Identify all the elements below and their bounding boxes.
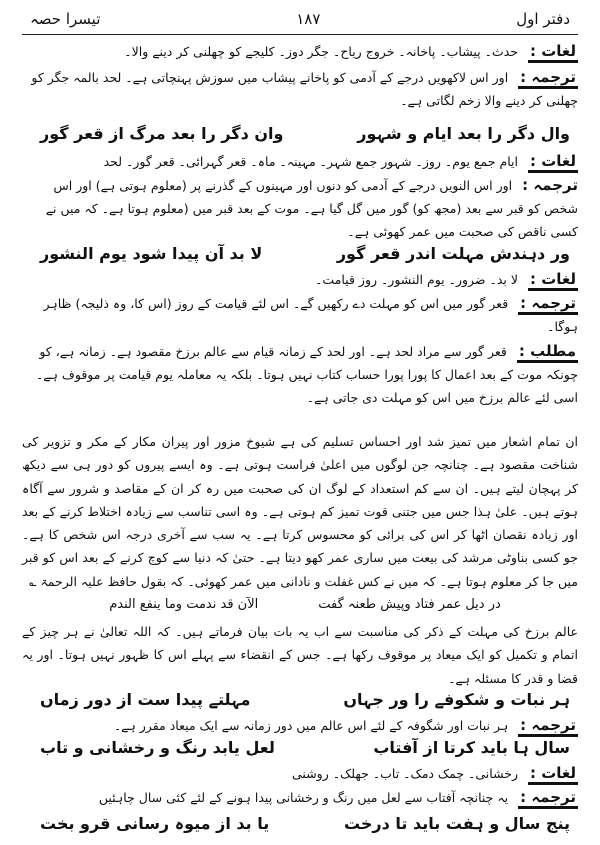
verse-second-hemistich: یا بد از میوہ رسانی قرو بخت — [40, 814, 270, 833]
verse-4 — [40, 690, 570, 709]
page-header — [30, 6, 570, 32]
tarjuma-text: اور اس لاکھویں درجے کے آدمی کو پاخانے پیشاب میں سوزش پہنچاتی ہے۔ لحد بالمہ جگر کو چھلنی کر دینے والا زخم لگاتی ہے۔ — [31, 70, 578, 108]
lughat-label: لغات : — [528, 270, 578, 291]
tarjuma-3 — [22, 292, 578, 338]
verse-first-hemistich: پنج سال و ہفت باید تا درخت — [343, 814, 570, 833]
lughat-text: حدث۔ پیشاب۔ پاخانہ۔ خروج ریاح۔ جگر دوز۔ کلیجے کو چھلنی کر دینے والا۔ — [124, 44, 518, 59]
verse-first-hemistich: وال دگر را بعد ایام و شہور — [357, 124, 570, 143]
verse-first-hemistich: در دیل عمر فتاد وپیش طعنہ گفت — [318, 597, 501, 612]
page-number: ۱۸۷ — [296, 10, 321, 28]
tarjuma-2 — [22, 174, 578, 243]
verse-second-hemistich: الآن قد ندمت وما ینفع الندم — [109, 597, 259, 612]
matlab-text: قعر گور سے مراد لحد ہے۔ اور لحد کے زمانہ قیام سے عالم برزخ مقصود ہے۔ زمانہ ہے، کو چونکہ موت کے بعد اعمال کا پورا پورا حساب کتاب نہیں ہوتا۔ بلکہ یہ معاملہ یوم قیامت پر موقوف ہے۔ اسی لئے عالم برزخ میں اس کو مہلت دی جاتی ہے۔ — [35, 344, 578, 405]
verse-second-hemistich: وان دگر را بعد مرگ از قعر گور — [40, 124, 284, 143]
matlab-label: مطلب : — [517, 342, 578, 363]
commentary-paragraph-1: ان تمام اشعار میں تمیز شد اور احساس تسلیم کی ہے شیوخ مزور اور پیران مکار کے مکر و تزویر کی شناخت مقصود ہے۔ چنانچہ جن لوگوں میں اعلیٰ فراست ہوتی ہے۔ وہ ایسے پیروں کو دور ہی سے دیکھ کر پہچان لیتے ہیں۔ ان سے کم استعداد کے لوگ ان کی صحبت میں رہ کر ان کے مقاصد و شرور سے آگاہ ہوتے ہیں۔ علیٰ ہذا جس میں جتنی قوت تمیز کم ہوتی ہے۔ وہ اسی تناسب سے زیادہ اختلاط کرنے کے بعد اور زیادہ نقصان اٹھا کر اس کی برائی کو محسوس کرتا ہے۔ یہ سب سے آخری درجہ اس شخص کا ہے۔ جو کسی بناوٹی مرشد کی بیعت میں ساری عمر کھو دیتا ہے۔ حتیٰ کہ دنیا سے کوچ کرنے کے بعد اس کو قبر میں جا کر معلوم ہوتا ہے۔ کہ میں نے کس غفلت و نادانی میں عمر کھوئی۔ کہ بقول حافظ علیہ الرحمۃ ؎ — [22, 434, 578, 589]
tarjuma-text: یہ چنانچہ آفتاب سے لعل میں رنگ و رخشانی پیدا ہونے کے لئے کئی سال چاہئیں — [98, 790, 509, 805]
tarjuma-6 — [22, 786, 578, 809]
tarjuma-text: ہر نبات اور شگوفہ کے لئے اس عالم میں دور زمانہ سے ایک میعاد مقرر ہے۔ — [113, 718, 509, 733]
header-section-title: تیسرا حصہ — [30, 10, 101, 28]
lughat-6 — [22, 762, 578, 785]
verse-first-hemistich: سال ہا باید کرتا از آفتاب — [373, 738, 570, 757]
tarjuma-1 — [22, 66, 578, 112]
header-book-title: دفتر اول — [516, 10, 570, 28]
lughat-1 — [22, 40, 578, 63]
lughat-label: لغات : — [528, 764, 578, 785]
lughat-text: رخشانی۔ چمک دمک۔ تاب۔ جھلک۔ روشنی — [292, 766, 518, 781]
tarjuma-5 — [22, 714, 578, 737]
verse-1 — [40, 124, 570, 143]
verse-6 — [40, 814, 570, 833]
matlab-section — [22, 340, 578, 409]
lughat-3 — [22, 268, 578, 291]
verse-2 — [40, 244, 570, 263]
verse-5 — [40, 738, 570, 757]
verse-second-hemistich: لا بد آن پیدا شود یوم النشور — [40, 244, 263, 263]
lughat-label: لغات : — [528, 42, 578, 63]
lughat-label: لغات : — [528, 152, 578, 173]
verse-3 — [40, 597, 570, 612]
verse-second-hemistich: مہلتے پیدا ست از دور زماں — [40, 690, 251, 709]
tarjuma-label: ترجمہ : — [518, 294, 578, 315]
lughat-2 — [22, 150, 578, 173]
verse-first-hemistich: ہر نبات و شکوفے را ور جہاں — [343, 690, 570, 709]
lughat-text: لا بد۔ ضرور۔ یوم النشور۔ روز قیامت۔ — [315, 272, 518, 287]
tarjuma-label: ترجمہ : — [522, 176, 578, 194]
verse-first-hemistich: ور دہندش مہلت اندر قعر گور — [336, 244, 570, 263]
lughat-text: ایام جمع یوم۔ روز۔ شہور جمع شہر۔ مہینہ۔ ماہ۔ قعر گہرائی۔ قعر گور۔ لحد — [103, 154, 518, 169]
header-divider — [22, 34, 578, 35]
tarjuma-label: ترجمہ : — [518, 68, 578, 89]
verse-second-hemistich: لعل یابد رنگ و رخشانی و تاب — [40, 738, 275, 757]
tarjuma-text: اور اس النویں درجے کے آدمی کو دنوں اور مہینوں کے گذرنے پر (معلوم ہوتی ہے) اور اس شخص کو قبر سے بعد (مجھ کو) گور میں گل گیا ہے۔ موت کے بعد قبر میں (معلوم ہوتا ہے۔ کہ میں نے کسی ناقص کی صحبت میں عمر کھوئی ہے۔ — [45, 178, 578, 239]
commentary-paragraph-2: عالم برزخ کی مہلت کے ذکر کی مناسبت سے اب یہ بات بیان فرماتے ہیں۔ کہ اللہ تعالیٰ نے ہر چیز کے اتمام و تکمیل کو ایک میعاد پر موقوف رکھا ہے۔ جس کے انقضاء سے پہلے اس کا ظہور نہیں ہوتا۔ اور یہ قضا و قدر کا مسئلہ ہے۔ — [22, 624, 578, 686]
tarjuma-label: ترجمہ : — [518, 716, 578, 737]
tarjuma-text: قعر گور میں اس کو مہلت دے رکھیں گے۔ اس لئے قیامت کے روز (اس کا، وہ ذلیجہ) ظاہر ہوگا۔ — [43, 296, 578, 334]
tarjuma-label: ترجمہ : — [518, 788, 578, 809]
